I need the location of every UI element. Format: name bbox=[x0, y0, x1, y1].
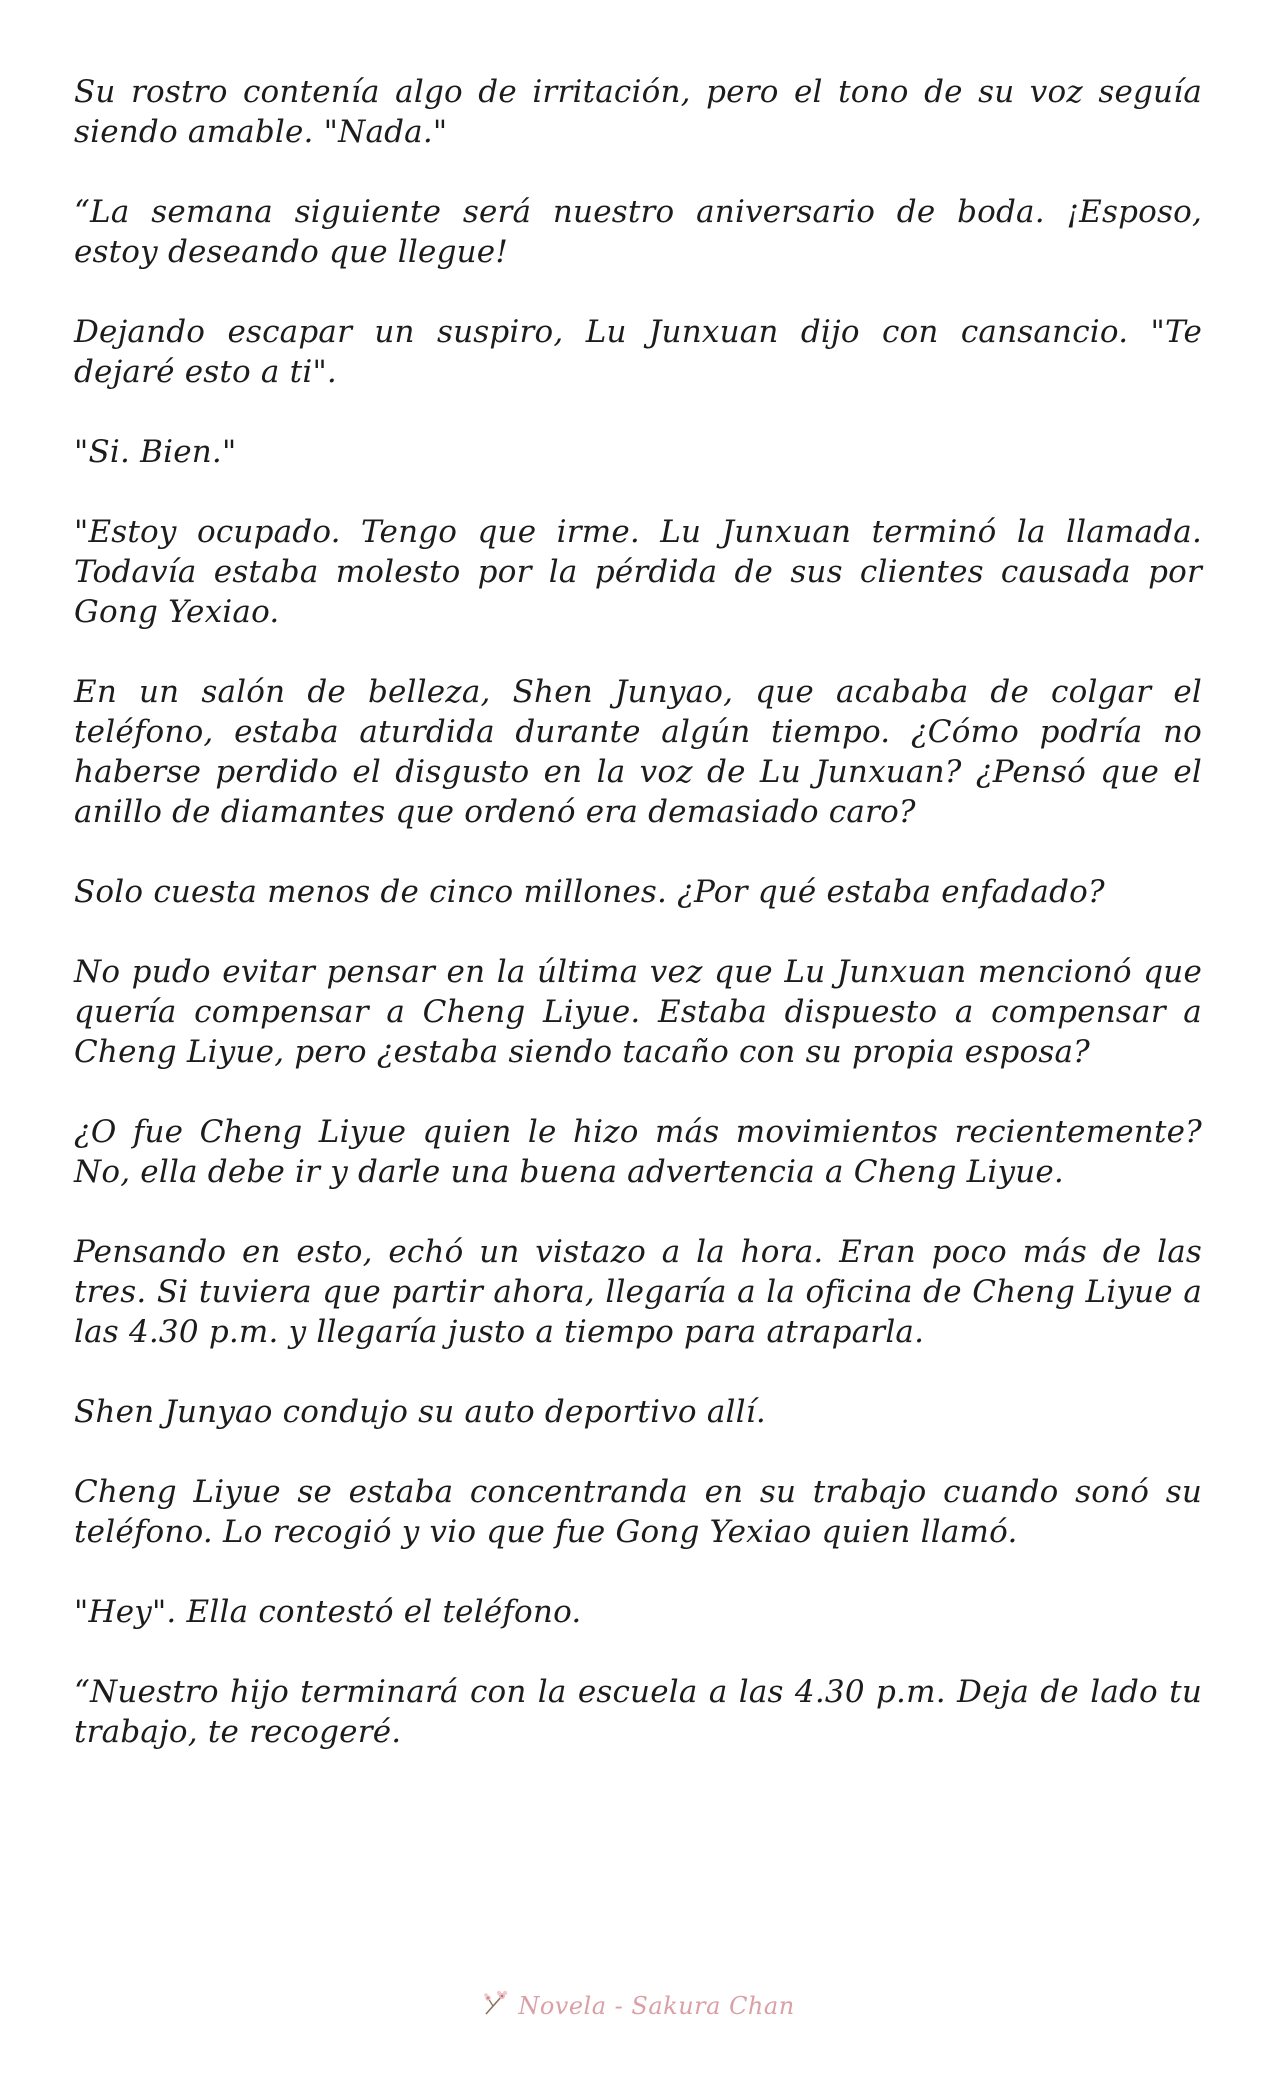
paragraph: En un salón de belleza, Shen Junyao, que acababa de colgar el teléfono, estaba aturdida durante algún tiempo. ¿Cómo podría no haberse perdido el disgusto en la voz de Lu Junxuan? ¿Pensó que el anillo de diamantes que ordenó era demasiado caro? bbox=[74, 674, 1202, 830]
paragraph: “La semana siguiente será nuestro aniversario de boda. ¡Esposo, estoy deseando que llegue! bbox=[74, 194, 1202, 270]
paragraph: Dejando escapar un suspiro, Lu Junxuan dijo con cansancio. "Te dejaré esto a ti". bbox=[74, 314, 1202, 390]
paragraph: "Hey". Ella contestó el teléfono. bbox=[74, 1594, 582, 1630]
paragraph: Solo cuesta menos de cinco millones. ¿Por qué estaba enfadado? bbox=[74, 874, 1105, 910]
document-body bbox=[74, 72, 1202, 1792]
paragraph: Cheng Liyue se estaba concentranda en su trabajo cuando sonó su teléfono. Lo recogió y vio que fue Gong Yexiao quien llamó. bbox=[74, 1474, 1202, 1550]
paragraph: Shen Junyao condujo su auto deportivo allí. bbox=[74, 1394, 766, 1430]
paragraph: "Estoy ocupado. Tengo que irme. Lu Junxuan terminó la llamada. Todavía estaba molesto por la pérdida de sus clientes causada por Gong Yexiao. bbox=[74, 514, 1202, 630]
footer-watermark bbox=[0, 1988, 1275, 2023]
paragraph: Su rostro contenía algo de irritación, pero el tono de su voz seguía siendo amable. "Nada." bbox=[74, 74, 1202, 150]
paragraph: "Si. Bien." bbox=[74, 434, 237, 470]
paragraph: No pudo evitar pensar en la última vez que Lu Junxuan mencionó que quería compensar a Cheng Liyue. Estaba dispuesto a compensar a Cheng Liyue, pero ¿estaba siendo tacaño con su propia esposa? bbox=[74, 954, 1202, 1070]
paragraph: ¿O fue Cheng Liyue quien le hizo más movimientos recientemente? No, ella debe ir y darle una buena advertencia a Cheng Liyue. bbox=[74, 1114, 1202, 1190]
paragraph: “Nuestro hijo terminará con la escuela a las 4.30 p.m. Deja de lado tu trabajo, te recogeré. bbox=[74, 1674, 1202, 1750]
paragraph: Pensando en esto, echó un vistazo a la hora. Eran poco más de las tres. Si tuviera que partir ahora, llegaría a la oficina de Cheng Liyue a las 4.30 p.m. y llegaría justo a tiempo para atraparla. bbox=[74, 1234, 1202, 1350]
footer-text: Novela - Sakura Chan bbox=[518, 1991, 795, 2020]
cherry-blossom-icon bbox=[480, 1988, 510, 2023]
